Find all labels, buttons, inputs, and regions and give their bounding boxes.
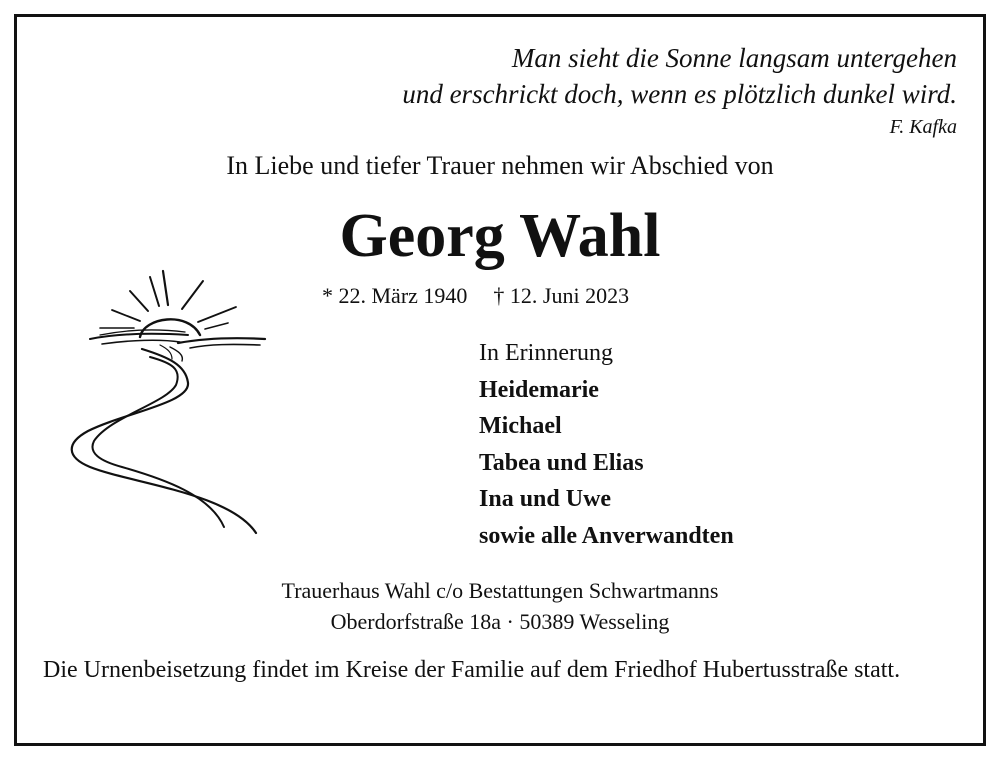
mourner-name: Heidemarie — [479, 376, 599, 403]
sunset-path-icon — [60, 265, 275, 550]
mourner-name: Ina und Uwe — [479, 486, 612, 512]
mourners-list — [479, 335, 734, 554]
address-line-1: Trauerhaus Wahl c/o Bestattungen Schwartmanns — [281, 578, 719, 603]
kafka-quote — [402, 40, 957, 142]
deceased-name: Georg Wahl — [339, 202, 661, 270]
burial-note: Die Urnenbeisetzung findet im Kreise der Familie auf dem Friedhof Hubertusstraße statt. — [43, 657, 901, 683]
intro-text: In Liebe und tiefer Trauer nehmen wir Abschied von — [226, 151, 774, 180]
mourner-name: Tabea und Elias — [479, 449, 644, 476]
mourners-lead: In Erinnerung — [479, 340, 613, 366]
quote-line-1: Man sieht die Sonne langsam untergehen — [511, 43, 957, 73]
mourner-name: sowie alle Anverwandten — [479, 522, 734, 549]
life-dates — [322, 281, 629, 311]
quote-line-2: und erschrickt doch, wenn es plötzlich dunkel wird. — [402, 79, 957, 109]
quote-author: F. Kafka — [889, 116, 957, 138]
address-line-2: Oberdorfstraße 18a · 50389 Wesseling — [330, 609, 670, 634]
birth-date: * 22. März 1940 — [322, 283, 468, 308]
mourning-address — [0, 575, 1000, 637]
mourner-name: Michael — [479, 413, 562, 439]
death-date: † 12. Juni 2023 — [493, 283, 630, 308]
